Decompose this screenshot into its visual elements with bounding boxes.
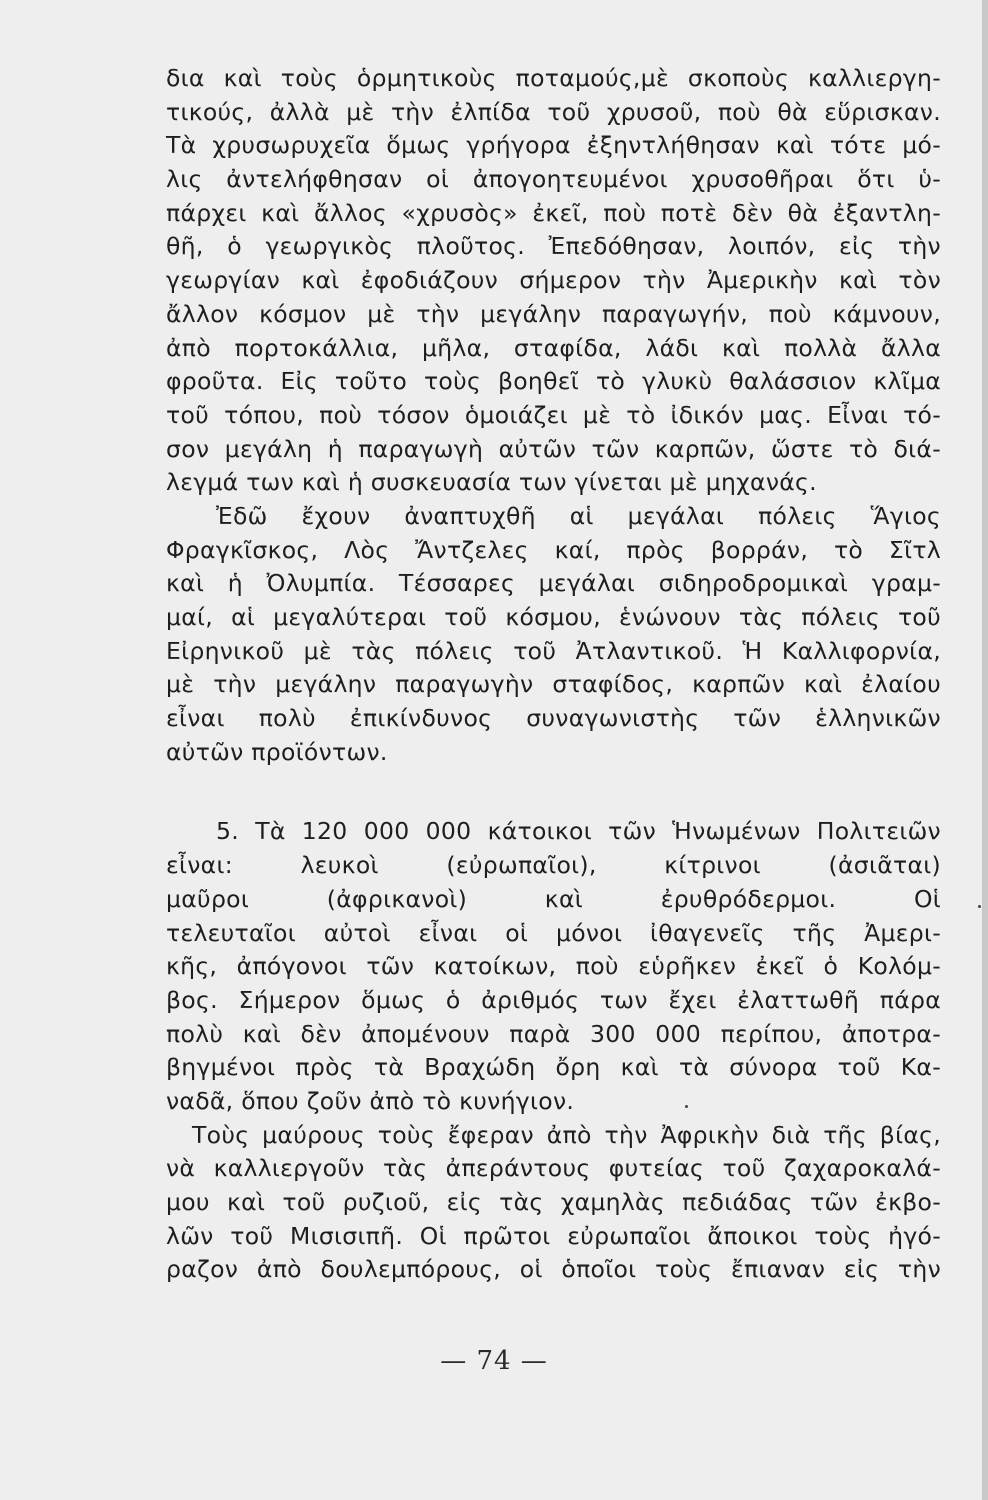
text-line: βηγμένοι πρὸς τὰ Βραχώδη ὄρη καὶ τὰ σύνορα τοῦ Κα-	[166, 1053, 941, 1082]
text-line: τελευταῖοι αὐτοὶ εἶναι οἱ μόνοι ἰθαγενεῖς τῆς Ἀμερι-	[166, 918, 941, 947]
text-line: εἶναι πολὺ ἐπικίνδυνος συναγωνιστὴς τῶν ἑλληνικῶν	[166, 704, 941, 733]
text-line: τοῦ τόπου, ποὺ τόσον ὁμοιάζει μὲ τὸ ἰδικόν μας. Εἶναι τό-	[166, 400, 941, 429]
paragraph	[166, 500, 941, 770]
paragraph-gap	[166, 769, 941, 815]
text-line: δια καὶ τοὺς ὁρμητικοὺς ποταμούς,μὲ σκοποὺς καλλιεργη-	[166, 64, 941, 92]
text-line: σον μεγάλη ἡ παραγωγὴ αὐτῶν τῶν καρπῶν, ὥστε τὸ διά-	[166, 434, 941, 463]
text-line: ραζον ἀπὸ δουλεμπόρους, οἱ ὁποῖοι τοὺς ἔπιαναν εἰς τὴν	[166, 1255, 941, 1284]
text-line: καὶ ἡ Ὀλυμπία. Τέσσαρες μεγάλαι σιδηροδρομικαὶ γραμ-	[166, 569, 941, 598]
text-line: νὰ καλλιεργοῦν τὰς ἀπεράντους φυτείας τοῦ ζαχαροκαλά-	[166, 1154, 941, 1183]
text-line: μὲ τὴν μεγάλην παραγωγὴν σταφίδος, καρπῶν καὶ ἐλαίου	[166, 670, 941, 699]
print-speck	[685, 1105, 688, 1108]
body-text	[166, 62, 941, 1287]
text-line: μαῦροι (ἀφρικανοὶ) καὶ ἐρυθρόδερμοι. Οἱ	[166, 884, 941, 913]
text-line: πολὺ καὶ δὲν ἀπομένουν παρὰ 300 000 περίπου, ἀποτρα-	[166, 1019, 941, 1048]
text-line: φροῦτα. Εἰς τοῦτο τοὺς βοηθεῖ τὸ γλυκὺ θαλάσσιον κλῖμα	[166, 367, 941, 396]
text-line: γεωργίαν καὶ ἐφοδιάζουν σήμερον τὴν Ἀμερικὴν καὶ τὸν	[166, 266, 941, 295]
paragraph	[166, 62, 941, 500]
text-line: ἄλλον κόσμον μὲ τὴν μεγάλην παραγωγήν, ποὺ κάμνουν,	[166, 299, 941, 328]
text-line: Τοὺς μαύρους τοὺς ἔφεραν ἀπὸ τὴν Ἀφρικὴν διὰ τῆς βίας,	[192, 1120, 941, 1149]
text-line: Φραγκῖσκος, Λὸς Ἄντζελες καί, πρὸς βορράν, τὸ Σῖτλ	[166, 535, 941, 564]
print-speck	[978, 905, 981, 908]
text-line: 5. Τὰ 120 000 000 κάτοικοι τῶν Ἡνωμένων Πολιτειῶν	[216, 817, 941, 846]
text-line: Τὰ χρυσωρυχεῖα ὅμως γρήγορα ἐξηντλήθησαν καὶ τότε μό-	[166, 131, 941, 160]
page-number: — 74 —	[440, 1346, 548, 1376]
text-line: Εἰρηνικοῦ μὲ τὰς πόλεις τοῦ Ἀτλαντικοῦ. Ἡ Καλλιφορνία,	[166, 636, 941, 665]
page-edge-shadow	[982, 0, 988, 1500]
text-line: θῆ, ὁ γεωργικὸς πλοῦτος. Ἐπεδόθησαν, λοιπόν, εἰς τὴν	[166, 232, 941, 261]
text-line: ναδᾶ, ὅπου ζοῦν ἀπὸ τὸ κυνήγιον.	[166, 1086, 575, 1115]
text-line: λις ἀντελήφθησαν οἱ ἀπογοητευμένοι χρυσοθῆραι ὅτι ὑ-	[166, 165, 941, 194]
paragraph	[166, 815, 941, 1118]
text-line: μαί, αἱ μεγαλύτεραι τοῦ κόσμου, ἑνώνουν τὰς πόλεις τοῦ	[166, 603, 941, 631]
text-line: μου καὶ τοῦ ρυζιοῦ, εἰς τὰς χαμηλὰς πεδιάδας τῶν ἐκβο-	[166, 1188, 941, 1216]
text-line: λεγμά των καὶ ἡ συσκευασία των γίνεται μὲ μηχανάς.	[166, 468, 817, 497]
text-line: τικούς, ἀλλὰ μὲ τὴν ἐλπίδα τοῦ χρυσοῦ, ποὺ θὰ εὕρισκαν.	[166, 97, 941, 126]
text-line: κῆς, ἀπόγονοι τῶν κατοίκων, ποὺ εὑρῆκεν ἐκεῖ ὁ Κολόμ-	[166, 952, 941, 981]
text-line: αὐτῶν προϊόντων.	[166, 737, 388, 766]
text-line: πάρχει καὶ ἄλλος «χρυσὸς» ἐκεῖ, ποὺ ποτὲ δὲν θὰ ἐξαντλη-	[166, 198, 941, 227]
text-line: λῶν τοῦ Μισισιπῆ. Οἱ πρῶτοι εὐρωπαῖοι ἄποικοι τοὺς ἠγό-	[166, 1221, 941, 1250]
paragraph	[166, 1119, 941, 1287]
text-line: Ἐδῶ ἔχουν ἀναπτυχθῆ αἱ μεγάλαι πόλεις Ἅγιος	[216, 501, 941, 530]
text-line: ἀπὸ πορτοκάλλια, μῆλα, σταφίδα, λάδι καὶ πολλὰ ἄλλα	[166, 333, 941, 362]
text-line: εἶναι: λευκοὶ (εὐρωπαῖοι), κίτρινοι (ἀσιᾶται)	[166, 851, 941, 880]
text-line: βος. Σήμερον ὅμως ὁ ἀριθμός των ἔχει ἐλαττωθῆ πάρα	[166, 985, 941, 1014]
